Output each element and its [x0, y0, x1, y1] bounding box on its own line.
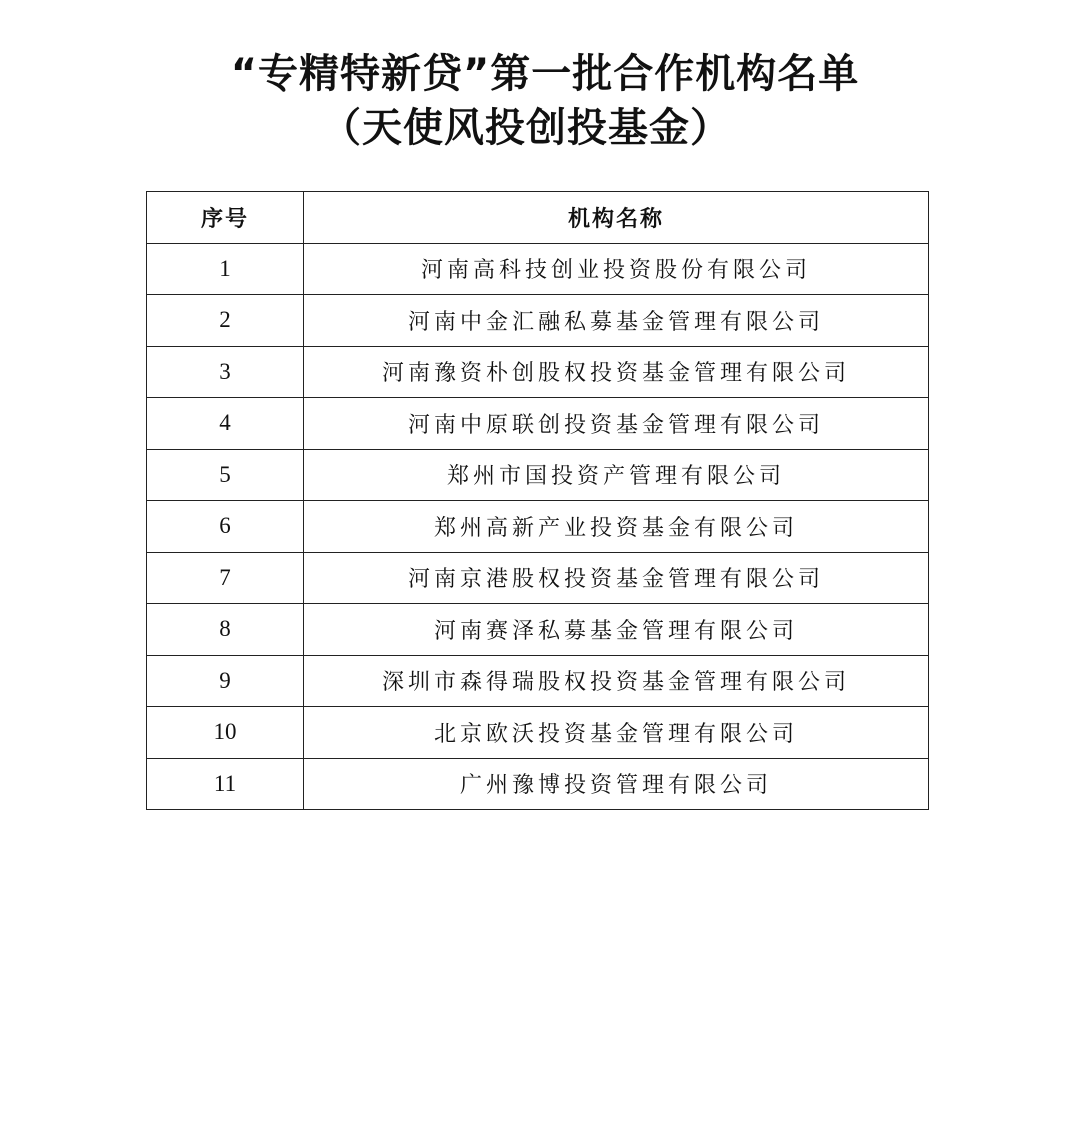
- row-name: 北京欧沃投资基金管理有限公司: [304, 707, 929, 759]
- table-row: [147, 604, 929, 656]
- row-index: 8: [147, 604, 304, 656]
- row-index: 10: [147, 707, 304, 759]
- row-index: 4: [147, 398, 304, 450]
- row-index: 1: [147, 243, 304, 295]
- row-index: 9: [147, 655, 304, 707]
- row-name: 河南高科技创业投资股份有限公司: [304, 243, 929, 295]
- document-title: “专精特新贷”第一批合作机构名单: [230, 51, 860, 97]
- table-header-row: [147, 192, 929, 244]
- row-name: 河南中原联创投资基金管理有限公司: [304, 398, 929, 450]
- row-name: 河南京港股权投资基金管理有限公司: [304, 552, 929, 604]
- row-name: 河南豫资朴创股权投资基金管理有限公司: [304, 346, 929, 398]
- document-subtitle: （天使风投创投基金）: [321, 105, 731, 151]
- row-name: 郑州市国投资产管理有限公司: [304, 449, 929, 501]
- table-row: [147, 552, 929, 604]
- header-name: 机构名称: [304, 192, 929, 244]
- institution-table: [146, 191, 929, 810]
- row-index: 11: [147, 758, 304, 810]
- row-index: 2: [147, 295, 304, 347]
- header-index: 序号: [147, 192, 304, 244]
- row-name: 河南中金汇融私募基金管理有限公司: [304, 295, 929, 347]
- table-row: [147, 501, 929, 553]
- row-name: 深圳市森得瑞股权投资基金管理有限公司: [304, 655, 929, 707]
- table-row: [147, 707, 929, 759]
- table-row: [147, 295, 929, 347]
- row-index: 5: [147, 449, 304, 501]
- table-row: [147, 655, 929, 707]
- table-row: [147, 346, 929, 398]
- table-row: [147, 243, 929, 295]
- table-row: [147, 398, 929, 450]
- table-row: [147, 758, 929, 810]
- row-index: 3: [147, 346, 304, 398]
- row-name: 郑州高新产业投资基金有限公司: [304, 501, 929, 553]
- row-name: 河南赛泽私募基金管理有限公司: [304, 604, 929, 656]
- row-name: 广州豫博投资管理有限公司: [304, 758, 929, 810]
- table-row: [147, 449, 929, 501]
- row-index: 7: [147, 552, 304, 604]
- row-index: 6: [147, 501, 304, 553]
